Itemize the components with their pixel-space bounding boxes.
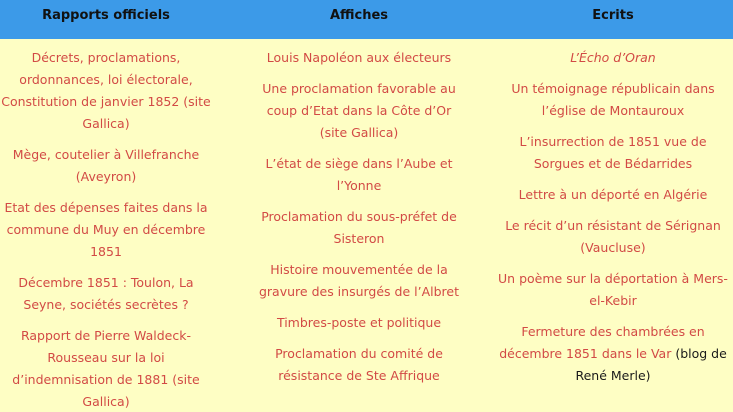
list-item	[498, 268, 728, 312]
article-link[interactable]: L’état de siège dans l’Aube et l’Yonne	[265, 156, 453, 193]
article-link[interactable]: Proclamation du sous-préfet de Sisteron	[261, 209, 457, 246]
list-item	[252, 153, 466, 197]
article-link[interactable]: Mège, coutelier à Villefranche (Aveyron)	[12, 147, 200, 184]
article-link[interactable]: Histoire mouvementée de la gravure des insurgés de l’Albret	[258, 262, 459, 299]
list-item	[0, 197, 212, 263]
list-item	[498, 184, 728, 206]
list-item	[252, 206, 466, 250]
article-link[interactable]: Timbres-poste et politique	[276, 315, 442, 330]
column-rapports-officiels	[0, 47, 212, 412]
article-link[interactable]: Décembre 1851 : Toulon, La Seyne, sociétés secrètes ?	[18, 275, 194, 312]
article-link[interactable]: L’insurrection de 1851 vue de Sorgues et de Bédarrides	[519, 134, 707, 171]
list-item	[252, 78, 466, 144]
list-item	[498, 78, 728, 122]
column-affiches	[252, 47, 466, 396]
list-item	[252, 47, 466, 69]
article-link[interactable]: Proclamation du comité de résistance de Ste Affrique	[275, 346, 443, 383]
list-item	[252, 343, 466, 387]
article-link[interactable]: Le récit d’un résistant de Sérignan (Vaucluse)	[505, 218, 721, 255]
list-item	[498, 131, 728, 175]
list-item	[252, 312, 466, 334]
article-link[interactable]: Fermeture des chambrées en décembre 1851 dans le Var	[499, 324, 705, 361]
list-item	[498, 321, 728, 387]
source-note: (blog de René Merle)	[575, 346, 727, 383]
header-ecrits: Ecrits	[592, 8, 634, 23]
article-link[interactable]: Un témoignage républicain dans l’église de Montauroux	[511, 81, 715, 118]
article-link[interactable]: Une proclamation favorable au coup d’Etat dans la Côte d’Or (site Gallica)	[262, 81, 456, 140]
article-link[interactable]: Etat des dépenses faites dans la commune du Muy en décembre 1851	[4, 200, 208, 259]
article-link[interactable]: Louis Napoléon aux électeurs	[266, 50, 452, 65]
header-affiches: Affiches	[329, 8, 389, 23]
header-rapports-officiels: Rapports officiels	[42, 8, 170, 23]
article-link[interactable]: Rapport de Pierre Waldeck-Rousseau sur la loi d’indemnisation de 1881 (site Gallica)	[12, 328, 200, 409]
article-link[interactable]: Décrets, proclamations, ordonnances, loi électorale, Constitution de janvier 1852 (site Gallica)	[1, 50, 211, 131]
list-item	[0, 325, 212, 412]
article-link[interactable]: Lettre à un déporté en Algérie	[518, 187, 708, 202]
list-item	[0, 47, 212, 135]
list-item	[498, 215, 728, 259]
list-item	[0, 272, 212, 316]
list-item	[498, 47, 728, 69]
article-link[interactable]: Un poème sur la déportation à Mers-el-Kebir	[498, 271, 728, 308]
list-item	[0, 144, 212, 188]
table-header	[0, 0, 733, 39]
list-item	[252, 259, 466, 303]
article-link[interactable]: L’Écho d’Oran	[570, 50, 656, 65]
column-ecrits	[498, 47, 728, 396]
